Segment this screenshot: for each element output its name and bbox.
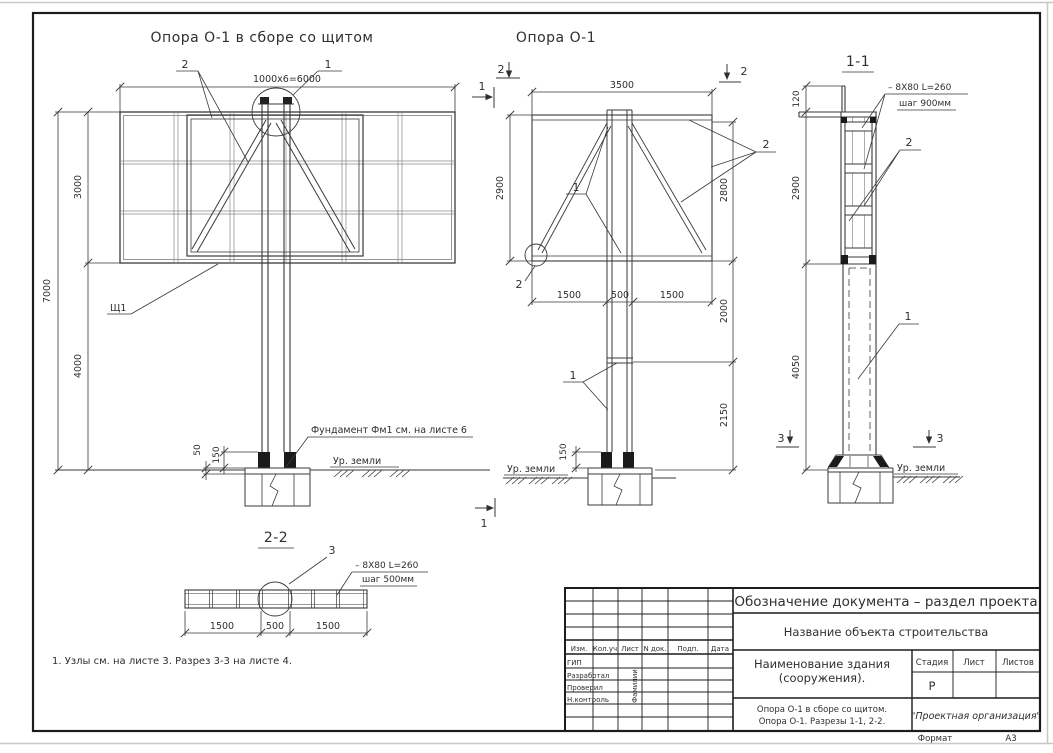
marker-3-right: 3	[936, 432, 944, 445]
sheet-frame	[33, 13, 1040, 731]
dim-2900-label: 2900	[495, 175, 506, 201]
header-koluch: Кол.уч	[592, 645, 618, 653]
stage-header: Стадия	[915, 658, 949, 668]
format-footer	[918, 734, 1017, 744]
role-ncontrol: Н.контроль	[567, 696, 609, 704]
callout-3: 3	[328, 544, 336, 557]
ground-label: Ур. земли	[507, 464, 556, 475]
marker-2-topright: 2	[740, 65, 748, 78]
doc-designation: Обозначение документа – раздел проекта	[734, 594, 1038, 610]
callout-2: 2	[905, 136, 913, 149]
dim-2900-label: 2900	[791, 175, 802, 201]
dim-500-label: 500	[265, 621, 285, 632]
dim-1500r-label: 1500	[315, 621, 341, 632]
weld-note-line2: шаг 500мм	[362, 575, 415, 585]
dim-50-label: 50	[193, 444, 203, 456]
side-title: Опора О-1	[515, 30, 597, 46]
dim-2150-label: 2150	[719, 402, 730, 428]
dim-150-label: 150	[212, 446, 222, 464]
dim-top-label: 1000х6=6000	[253, 74, 321, 85]
board-label: Щ1	[110, 303, 127, 314]
assembly-view	[42, 30, 490, 506]
dim-120-label: 120	[792, 90, 802, 108]
stage-value: Р	[928, 679, 936, 693]
dim-500-label: 500	[610, 290, 630, 301]
building-name-line1: Наименование здания	[753, 657, 891, 671]
weld-note-line2: шаг 900мм	[899, 99, 952, 109]
dim-1500l-label: 1500	[556, 290, 582, 301]
dim-3500-label: 3500	[609, 80, 635, 91]
header-ndok: N док.	[643, 645, 667, 653]
header-izm: Изм.	[570, 645, 588, 653]
callout-2: 2	[181, 58, 189, 71]
role-checker: Проверил	[567, 684, 603, 692]
foundation-note: Фундамент Фм1 см. на листе 6	[311, 425, 467, 436]
callout-1: 1	[324, 58, 332, 71]
callout-2-detail: 2	[515, 278, 523, 291]
ground-label: Ур. земли	[333, 456, 382, 467]
header-data: Дата	[710, 645, 730, 653]
content-line2: Опора О-1. Разрезы 1-1, 2-2.	[758, 717, 886, 727]
ground-label: Ур. земли	[897, 463, 946, 474]
header-list: Лист	[621, 645, 639, 653]
format-value: А3	[1005, 734, 1017, 744]
dim-150-label: 150	[559, 443, 569, 461]
sheet-note: 1. Узлы см. на листе 3. Разрез 3-3 на листе 4.	[52, 656, 293, 667]
weld-note-line1: – 8Х80 L=260	[888, 83, 952, 93]
callout-1: 1	[904, 310, 912, 323]
dim-1500l-label: 1500	[209, 621, 235, 632]
dim-7000-label: 7000	[42, 278, 53, 304]
role-developer: Разработал	[567, 672, 610, 680]
surnames-label: Фамилии	[631, 669, 639, 703]
assembly-title: Опора О-1 в сборе со щитом	[150, 30, 374, 46]
dim-3000-label: 3000	[73, 174, 84, 200]
dim-4000-label: 4000	[73, 353, 84, 379]
callout-2-right: 2	[762, 138, 770, 151]
object-name: Название объекта строительства	[783, 625, 989, 639]
content-line1: Опора О-1 в сборе со щитом.	[756, 705, 888, 715]
building-name-line2: (сооружения).	[778, 671, 866, 685]
organization-name: "Проектная организация"	[911, 711, 1041, 722]
marker-2-topleft: 2	[497, 63, 505, 76]
dim-4050-label: 4050	[791, 354, 802, 380]
dim-1500r-label: 1500	[659, 290, 685, 301]
side-view	[472, 30, 776, 530]
dim-2000-label: 2000	[719, 298, 730, 324]
title-block	[565, 588, 1041, 731]
marker-3-left: 3	[777, 432, 785, 445]
callout-1-lower: 1	[569, 369, 577, 382]
assembly-texts	[42, 30, 467, 467]
header-podp: Подп.	[677, 645, 699, 653]
section-2-2-view	[181, 530, 428, 637]
sheet-header: Лист	[963, 658, 985, 668]
section22-texts	[210, 530, 419, 632]
marker-1-top: 1	[478, 80, 486, 93]
section-1-1-view	[776, 54, 968, 503]
section11-title: 1-1	[845, 54, 871, 70]
format-label: Формат	[917, 734, 953, 744]
weld-note-line1: – 8Х80 L=260	[355, 561, 419, 571]
sheets-header: Листов	[1002, 658, 1034, 668]
dim-2800-label: 2800	[719, 177, 730, 203]
callout-1-mid: 1	[572, 181, 580, 194]
marker-1-bottom: 1	[480, 517, 488, 530]
role-gip: ГИП	[567, 659, 582, 667]
section22-title: 2-2	[263, 530, 289, 546]
